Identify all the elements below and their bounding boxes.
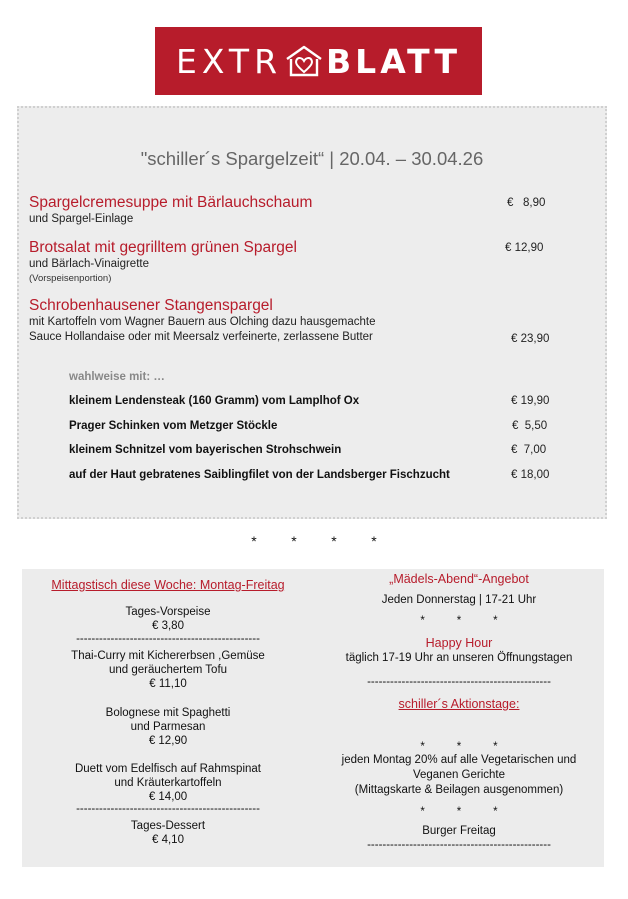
option-saiblingfilet: auf der Haut gebratenes Saiblingfilet von der Landsberger Fischzucht [69,469,450,481]
menu-item-name: Tages-Vorspeise [125,606,211,618]
option-schnitzel: kleinem Schnitzel vom bayerischen Strohschwein [69,444,342,456]
logo-text-part1: EXTR [176,41,283,81]
mittagstisch-heading: Mittagstisch diese Woche: Montag-Freitag [51,578,285,592]
spargel-title: "schiller´s Spargelzeit“ | 20.04. – 30.04.26 [140,148,484,169]
dish-description: und Spargel-Einlage [29,213,134,225]
dish-brotsalat [29,239,297,285]
dash-separator: ------------------------------------------------ [367,839,551,851]
menu-item-name: und Parmesan [130,721,206,733]
separator-stars [0,533,628,549]
menu-item-price: € 14,00 [148,791,188,803]
menu-item-name: Tages-Dessert [130,820,206,832]
dish-name: Brotsalat mit gegrilltem grünen Spargel [29,239,297,256]
montag-note: (Mittagskarte & Beilagen ausgenommen) [354,784,564,796]
menu-item-name: Thai-Curry mit Kichererbsen ,Gemüse [71,650,265,662]
options-label: wahlweise mit: … [69,371,165,383]
happy-hour-text: täglich 17-19 Uhr an unseren Öffnungstagen [345,652,573,664]
aktionstage-title: schiller´s Aktionstage: [398,697,520,711]
dish-price: € 8,90 [507,197,546,209]
dish-stangenspargel [29,297,375,345]
option-lendensteak: kleinem Lendensteak (160 Gramm) vom Lamplhof Ox [69,395,360,407]
menu-item-price: € 3,80 [152,620,184,632]
menu-item-name: und geräuchertem Tofu [108,664,228,676]
menu-item-price: € 4,10 [152,834,184,846]
dish-description: mit Kartoffeln vom Wagner Bauern aus Olching dazu hausgemachte [29,316,376,328]
small-stars-separator: * * * [420,615,498,627]
menu-item-price: € 12,90 [148,735,188,747]
dish-name: Spargelcremesuppe mit Bärlauchschaum [29,194,313,211]
option-price: € 7,00 [511,444,547,456]
separator-star: * [251,533,257,549]
separator-star: * [371,533,377,549]
option-price: € 18,00 [511,469,550,481]
logo [155,27,482,95]
dish-name: Schrobenhausener Stangenspargel [29,297,273,314]
option-price: € 19,90 [511,395,550,407]
separator-star: * [291,533,297,549]
menu-item-price: € 11,10 [149,678,187,690]
spargel-menu-section [17,106,607,519]
happy-hour-title: Happy Hour [425,636,493,650]
burger-freitag-text: Burger Freitag [422,825,496,837]
dash-separator: ------------------------------------------------ [367,676,551,688]
menu-item-name: Bolognese mit Spaghetti [105,707,231,719]
dish-description: und Bärlach-Vinaigrette [29,258,149,270]
bottom-info-section [22,569,604,867]
small-stars-separator: * * * [420,741,498,753]
dash-separator: ------------------------------------------------ [76,633,260,645]
dash-separator: ------------------------------------------------ [76,803,260,815]
dish-note: (Vorspeisenportion) [29,273,112,284]
logo-text-part2: BLATT [326,41,461,81]
montag-text: jeden Montag 20% auf alle Vegetarischen und [341,754,577,766]
dish-price: € 23,90 [511,333,550,345]
logo-wordmark [176,42,461,81]
separator-star: * [331,533,337,549]
dish-price: € 12,90 [505,242,544,254]
menu-item-name: und Kräuterkartoffeln [114,777,222,789]
small-stars-separator: * * * [420,806,498,818]
dish-description: Sauce Hollandaise oder mit Meersalz verfeinerte, zerlassene Butter [29,331,373,343]
heart-house-icon [284,44,324,78]
dish-spargelcremesuppe [29,194,312,227]
option-prager-schinken: Prager Schinken vom Metzger Stöckle [69,420,278,432]
madels-abend-title: „Mädels-Abend“-Angebot [389,572,529,586]
option-price: € 5,50 [512,420,548,432]
madels-abend-text: Jeden Donnerstag | 17-21 Uhr [381,594,537,606]
montag-text: Veganen Gerichte [412,769,506,781]
menu-item-name: Duett vom Edelfisch auf Rahmspinat [74,763,261,775]
